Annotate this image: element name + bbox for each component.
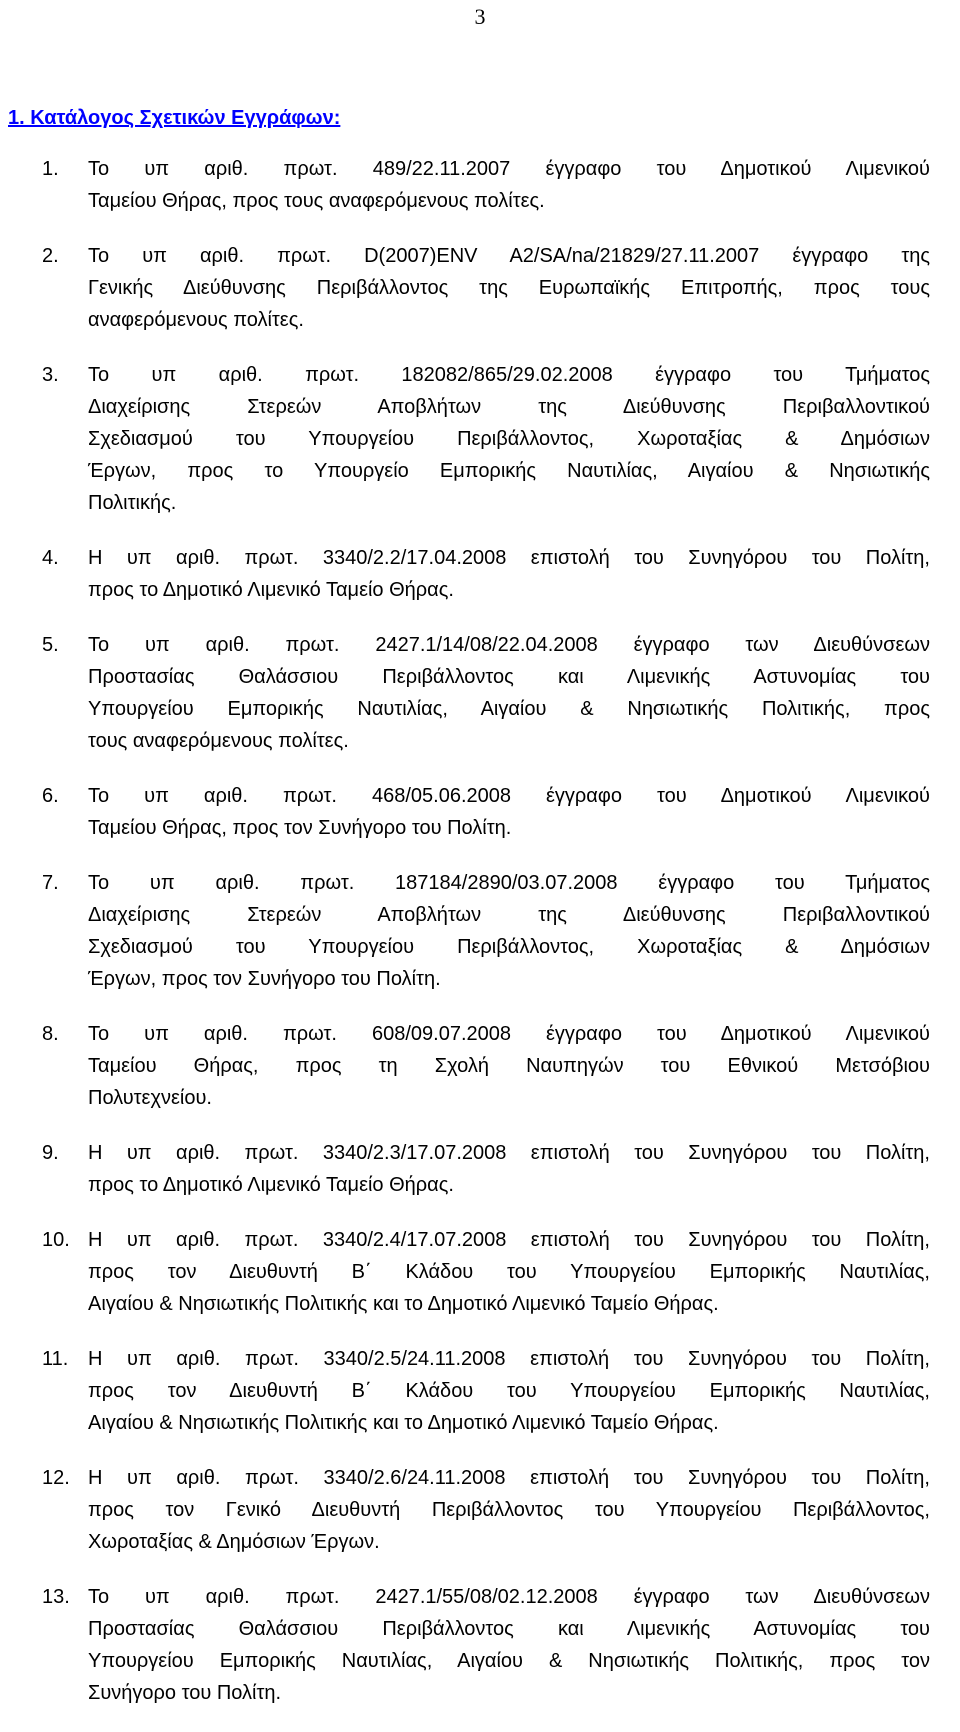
text-line: προς τον Διευθυντή Β΄ Κλάδου του Υπουργείου Εμπορικής Ναυτιλίας, [88, 1261, 930, 1283]
list-item-text [88, 1343, 930, 1439]
document-list [0, 153, 960, 1732]
text-line: Προστασίας Θαλάσσιου Περιβάλλοντος και Λιμενικής Αστυνομίας του [88, 1618, 930, 1640]
text-line: Η υπ αριθ. πρωτ. 3340/2.2/17.04.2008 επιστολή του Συνηγόρου του Πολίτη, [88, 547, 930, 569]
list-item [0, 153, 960, 217]
text-line: Υπουργείου Εμπορικής Ναυτιλίας, Αιγαίου & Νησιωτικής Πολιτικής, προς [88, 698, 930, 720]
text-line: Διαχείρισης Στερεών Αποβλήτων της Διεύθυνσης Περιβαλλοντικού [88, 396, 930, 418]
list-item-number: 11. [42, 1348, 69, 1370]
text-line: Το υπ αριθ. πρωτ. 2427.1/14/08/22.04.2008 έγγραφο των Διευθύνσεων [88, 634, 930, 656]
list-item-number: 12. [42, 1467, 70, 1489]
text-line: Έργων, προς το Υπουργείο Εμπορικής Ναυτιλίας, Αιγαίου & Νησιωτικής [88, 460, 930, 482]
list-item [0, 1581, 960, 1709]
list-item-text [88, 867, 930, 995]
text-line: Σχεδιασμού του Υπουργείου Περιβάλλοντος, Χωροταξίας & Δημόσιων [88, 428, 930, 450]
text-line: τους αναφερόμενους πολίτες. [88, 730, 349, 752]
list-item-number: 13. [42, 1586, 70, 1608]
text-line: προς τον Γενικό Διευθυντή Περιβάλλοντος του Υπουργείου Περιβάλλοντος, [88, 1499, 930, 1521]
text-line: Συνήγορο του Πολίτη. [88, 1682, 282, 1704]
text-line: Το υπ αριθ. πρωτ. 182082/865/29.02.2008 έγγραφο του Τμήματος [88, 364, 930, 386]
text-line: Χωροταξίας & Δημόσιων Έργων. [88, 1531, 380, 1553]
list-item-number: 4. [42, 547, 59, 569]
text-line: Ταμείου Θήρας, προς τους αναφερόμενους πολίτες. [88, 190, 545, 212]
list-item-number: 10. [42, 1229, 70, 1251]
text-line: Η υπ αριθ. πρωτ. 3340/2.5/24.11.2008 επιστολή του Συνηγόρου του Πολίτη, [88, 1348, 930, 1370]
list-item-text [88, 1462, 930, 1558]
text-line: Έργων, προς τον Συνήγορο του Πολίτη. [88, 968, 441, 990]
list-item-text [88, 780, 930, 844]
list-item-number: 9. [42, 1142, 59, 1164]
list-item [0, 867, 960, 995]
list-item-number: 7. [42, 872, 59, 894]
text-line: Το υπ αριθ. πρωτ. 489/22.11.2007 έγγραφο του Δημοτικού Λιμενικού [88, 158, 930, 180]
list-item-number: 1. [42, 158, 59, 180]
list-item [0, 240, 960, 336]
text-line: Το υπ αριθ. πρωτ. D(2007)ENV A2/SA/na/21829/27.11.2007 έγγραφο της [88, 245, 930, 267]
list-item-text [88, 1018, 930, 1114]
list-item [0, 629, 960, 757]
list-item-text [88, 153, 930, 217]
text-line: Το υπ αριθ. πρωτ. 468/05.06.2008 έγγραφο του Δημοτικού Λιμενικού [88, 785, 930, 807]
text-line: Η υπ αριθ. πρωτ. 3340/2.3/17.07.2008 επιστολή του Συνηγόρου του Πολίτη, [88, 1142, 930, 1164]
list-item [0, 359, 960, 519]
list-item-number: 3. [42, 364, 59, 386]
list-item-text [88, 359, 930, 519]
text-line: αναφερόμενους πολίτες. [88, 309, 304, 331]
text-line: Το υπ αριθ. πρωτ. 608/09.07.2008 έγγραφο του Δημοτικού Λιμενικού [88, 1023, 930, 1045]
section-heading: 1. Κατάλογος Σχετικών Εγγράφων: [8, 107, 341, 129]
list-item-text [88, 240, 930, 336]
list-item [0, 1343, 960, 1439]
list-item-text [88, 542, 930, 606]
list-item-number: 6. [42, 785, 59, 807]
list-item [0, 1137, 960, 1201]
list-item-number: 2. [42, 245, 59, 267]
list-item-text [88, 1581, 930, 1709]
list-item-number: 8. [42, 1023, 59, 1045]
list-item [0, 1018, 960, 1114]
list-item-text [88, 1137, 930, 1201]
text-line: Προστασίας Θαλάσσιου Περιβάλλοντος και Λιμενικής Αστυνομίας του [88, 666, 930, 688]
text-line: προς το Δημοτικό Λιμενικό Ταμείο Θήρας. [88, 579, 454, 601]
text-line: Η υπ αριθ. πρωτ. 3340/2.4/17.07.2008 επιστολή του Συνηγόρου του Πολίτη, [88, 1229, 930, 1251]
text-line: Η υπ αριθ. πρωτ. 3340/2.6/24.11.2008 επιστολή του Συνηγόρου του Πολίτη, [88, 1467, 930, 1489]
text-line: προς τον Διευθυντή Β΄ Κλάδου του Υπουργείου Εμπορικής Ναυτιλίας, [88, 1380, 930, 1402]
text-line: Το υπ αριθ. πρωτ. 187184/2890/03.07.2008 έγγραφο του Τμήματος [88, 872, 930, 894]
text-line: Ταμείου Θήρας, προς τον Συνήγορο του Πολίτη. [88, 817, 512, 839]
text-line: Αιγαίου & Νησιωτικής Πολιτικής και το Δημοτικό Λιμενικό Ταμείο Θήρας. [88, 1412, 719, 1434]
text-line: Υπουργείου Εμπορικής Ναυτιλίας, Αιγαίου & Νησιωτικής Πολιτικής, προς τον [88, 1650, 930, 1672]
list-item [0, 780, 960, 844]
list-item-text [88, 1224, 930, 1320]
text-line: Αιγαίου & Νησιωτικής Πολιτικής και το Δημοτικό Λιμενικό Ταμείο Θήρας. [88, 1293, 719, 1315]
list-item-number: 5. [42, 634, 59, 656]
list-item-text [88, 629, 930, 757]
text-line: Πολιτικής. [88, 492, 177, 514]
list-item [0, 1224, 960, 1320]
list-item [0, 542, 960, 606]
text-line: Το υπ αριθ. πρωτ. 2427.1/55/08/02.12.2008 έγγραφο των Διευθύνσεων [88, 1586, 930, 1608]
page-number: 3 [474, 4, 486, 29]
text-line: Διαχείρισης Στερεών Αποβλήτων της Διεύθυνσης Περιβαλλοντικού [88, 904, 930, 926]
text-line: Σχεδιασμού του Υπουργείου Περιβάλλοντος, Χωροταξίας & Δημόσιων [88, 936, 930, 958]
text-line: προς το Δημοτικό Λιμενικό Ταμείο Θήρας. [88, 1174, 454, 1196]
text-line: Γενικής Διεύθυνσης Περιβάλλοντος της Ευρωπαϊκής Επιτροπής, προς τους [88, 277, 930, 299]
list-item [0, 1462, 960, 1558]
text-line: Πολυτεχνείου. [88, 1087, 212, 1109]
text-line: Ταμείου Θήρας, προς τη Σχολή Ναυπηγών του Εθνικού Μετσόβιου [88, 1055, 930, 1077]
